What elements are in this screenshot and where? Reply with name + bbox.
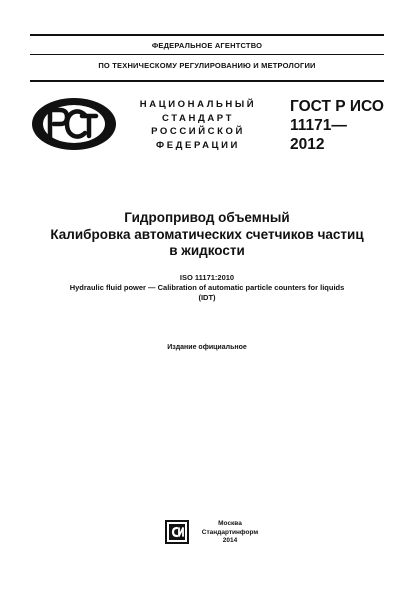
publisher-city: Москва (218, 520, 242, 527)
gost-r-logo-icon (30, 96, 118, 152)
designation-line-1: ГОСТ Р ИСО (290, 98, 384, 115)
designation-line-2: 11171— (290, 117, 347, 134)
iso-number: ISO 11171:2010 (179, 273, 235, 282)
title-line-2: Калибровка автоматических счетчиков частиц (50, 226, 364, 242)
natstd-line-2: СТАНДАРТ (162, 112, 234, 124)
mid-rule (30, 54, 384, 55)
national-standard-block (128, 98, 268, 152)
document-title (30, 210, 384, 260)
agency-line-2: ПО ТЕХНИЧЕСКОМУ РЕГУЛИРОВАНИЮ И МЕТРОЛОГИИ (98, 61, 316, 70)
natstd-line-3: РОССИЙСКОЙ (151, 126, 245, 137)
iso-reference (30, 273, 384, 303)
publisher-block (195, 520, 265, 546)
agency-line-1: ФЕДЕРАЛЬНОЕ АГЕНТСТВО (151, 41, 263, 50)
standartinform-logo-icon (165, 520, 189, 544)
natstd-line-1: НАЦИОНАЛЬНЫЙ (139, 99, 257, 110)
publisher-name: Стандартинформ (201, 528, 259, 536)
title-line-1: Гидропривод объемный (124, 210, 290, 225)
standard-designation (290, 97, 390, 154)
header-bottom-rule (30, 80, 384, 82)
publisher-year: 2014 (222, 537, 238, 544)
natstd-line-4: ФЕДЕРАЦИИ (156, 139, 240, 151)
top-rule (30, 34, 384, 36)
edition-label: Издание официальное (167, 344, 247, 351)
iso-english-title: Hydraulic fluid power — Calibration of automatic particle counters for liquids (69, 283, 345, 292)
designation-line-3: 2012 (290, 136, 325, 153)
title-line-3: в жидкости (169, 243, 245, 258)
iso-degree: (IDT) (198, 293, 216, 302)
